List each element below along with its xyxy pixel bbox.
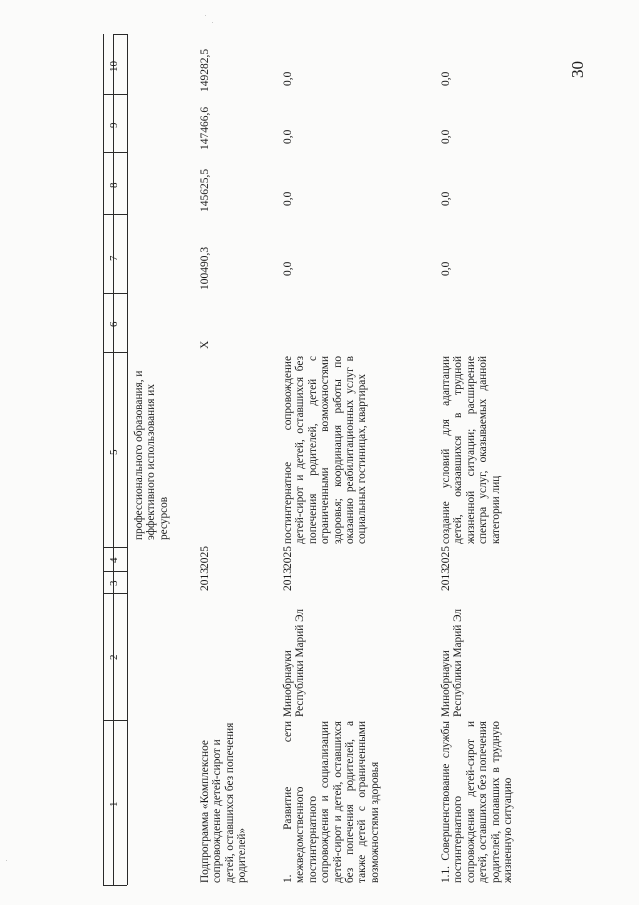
row1-col3-text: 2013 [199,568,211,591]
row3-col5-text: создание условий для адаптации детей, оказавшихся в трудной жизненной ситуации; расширение спектра услуг, оказываемых данной категории лиц [440,356,502,544]
row2-col5-text: постинтернатное сопровождение детей-сирот и детей, оставшихся без попечения родителей, детей с ограниченными возможностями здоровья; координация работы по оказанию реабилитационных услуг в социальных гостиницах, квартирах [282,356,369,544]
col-header-4: 4 [108,557,120,563]
row2-col1-text: 1. Развитие сети межведомственного постинтернатного сопровождения и социализации детей-сирот и детей, оставшихся без попечения родителей, а также детей с ограниченными возможностями здоровья [282,721,381,883]
row3-col9-text: 0,0 [440,129,452,144]
row3-col2-text: Минобрнауки Республики Марий Эл [440,608,465,717]
scan-speck [205,15,206,16]
row2-col9-text: 0,0 [282,129,294,144]
row1-col4-text: 2025 [199,546,211,569]
col-header-1: 1 [108,801,120,807]
col-header-6: 6 [108,321,120,327]
row3-col3-text: 2013 [440,568,452,591]
row1-col9-text: 147466,6 [199,106,211,150]
row1-col7-text: 100490,3 [199,246,211,290]
col-header-5: 5 [108,449,120,455]
col-header-7: 7 [108,255,120,261]
row1-col6-text: Х [199,340,211,349]
row3-col1-text: 1.1. Совершенствование службы постинтернатного сопровождения детей-сирот и детей, оставшихся без попечения родителей, попавших в трудную жизненную ситуацию [440,721,515,883]
row3-col4-text: 2025 [440,546,452,569]
scan-speck [212,22,213,23]
row2-col7-text: 0,0 [282,261,294,276]
row2-col3-text: 2013 [282,568,294,591]
row2-col4-text: 2025 [282,546,294,569]
row3-col10-text: 0,0 [440,71,452,86]
row1-col8-text: 145625,5 [199,168,211,212]
row3-col7-text: 0,0 [440,261,452,276]
row2-col10-text: 0,0 [282,71,294,86]
row2-col8-text: 0,0 [282,191,294,206]
row0-col5-text: профессионального образования, и эффективного использования их ресурсов [133,370,170,540]
page-number: 30 [568,61,587,78]
row1-col10-text: 149282,5 [199,48,211,92]
scan-speck [6,860,7,861]
row3-col8-text: 0,0 [440,191,452,206]
col-header-8: 8 [108,182,120,188]
col-header-2: 2 [108,654,120,660]
col-header-9: 9 [108,122,120,128]
col-header-10: 10 [108,61,120,72]
row2-col2-text: Минобрнауки Республики Марий Эл [282,608,307,717]
col-header-3: 3 [108,580,120,586]
row1-col1-text: Подпрограмма «Комплексное сопровождение детей-сирот и детей, оставшихся без попечения родителей» [199,722,249,883]
